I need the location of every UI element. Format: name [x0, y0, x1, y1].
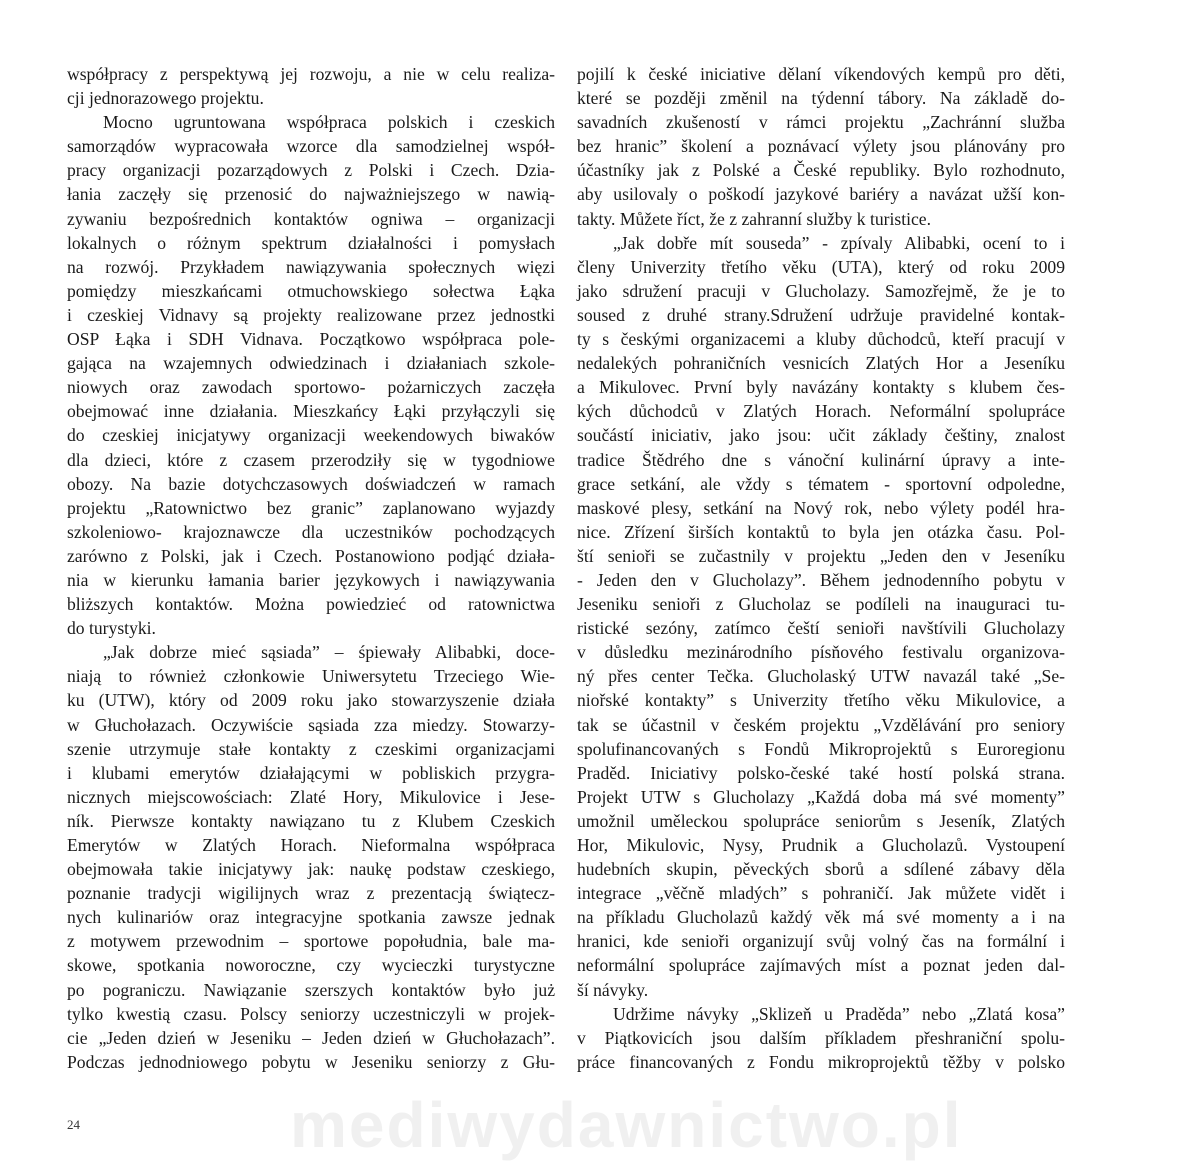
text-line: pomiędzy mieszkańcami otmuchowskiego sołectwa Łąka — [67, 280, 555, 301]
text-line: neformální spolupráce zajímavých míst a poznat jeden dal- — [577, 955, 1065, 976]
text-line: kých důchodců v Zlatých Horach. Neformální spolupráce — [577, 401, 1065, 422]
text-line: Podczas jednodniowego pobytu w Jeseniku seniorzy z Głu- — [67, 1051, 555, 1072]
text-line: Mocno ugruntowana współpraca polskich i czeskich — [103, 112, 555, 133]
text-line: na příkladu Glucholazů každý věk má své momenty a i na — [577, 907, 1065, 928]
text-line: součástí iniciativ, jako jsou: učit základy češtiny, znalost — [577, 425, 1065, 446]
text-line: ristické sezóny, zatímco čeští senioři navštívili Glucholazy — [577, 618, 1065, 639]
text-line: jako sdružení pracuji v Glucholazy. Samozřejmě, že je to — [577, 280, 1065, 301]
text-line: Emerytów w Zlatých Horach. Nieformalna współpraca — [67, 835, 555, 855]
text-line: zywaniu bezpośrednich kontaktów ogniwa – organizacji — [67, 208, 555, 229]
text-line: po pograniczu. Nawiązanie szerszych kontaktów było już — [67, 979, 555, 1000]
text-line: takty. Můžete říct, že z zahranní služby k turistice. — [577, 208, 932, 229]
text-line: v důsledku mezinárodního písňového festivalu organizova- — [577, 642, 1065, 663]
text-line: do turystyki. — [67, 618, 156, 639]
text-line: hranici, kde senioři organizují svůj volný čas na formální i — [577, 931, 1065, 952]
text-line: szenie utrzymuje stałe kontakty z czeskimi organizacjami — [67, 738, 555, 759]
text-line: i klubami emerytów działającymi w pobliskich przygra- — [67, 762, 555, 783]
text-line: nia w kierunku łamania barier językowych i nawiązywania — [67, 569, 555, 590]
text-line: projektu „Ratownictwo bez granic” zaplanowano wyjazdy — [67, 497, 555, 518]
text-line: Udržime návyky „Sklizeň u Praděda” nebo „Zlatá kosa” — [613, 1003, 1065, 1024]
text-line: ty s českými organizacemi a kluby důchodců, kteří pracují v — [577, 329, 1065, 350]
text-line: tylko kwestią czasu. Polscy seniorzy uczestniczyli w projek- — [67, 1003, 555, 1024]
text-line: tak se účastnil v českém projektu „Vzdělávání pro seniory — [577, 714, 1065, 735]
text-line: které se později změnil na týdenní tábory. Na základě do- — [577, 88, 1065, 109]
text-line: nedalekých pohraničních vesnicích Zlatých Hor a Jeseníku — [577, 353, 1065, 374]
text-line: bez hranic” školení a poznávací výlety jsou plánovány pro — [577, 136, 1065, 157]
text-line: cie „Jeden dzień w Jeseniku – Jeden dzień w Głuchołazach”. — [67, 1027, 555, 1048]
text-line: maskové plesy, setkání na Nový rok, nebo výlety podél hra- — [577, 497, 1065, 518]
text-line: skowe, spotkania noworoczne, czy wycieczki turystyczne — [67, 955, 555, 976]
text-line: nicznych miejscowościach: Zlaté Hory, Mikulovice i Jese- — [67, 786, 555, 807]
text-line: cji jednorazowego projektu. — [67, 88, 264, 109]
text-line: spolufinancovaných s Fondů Mikroprojektů s Euroregionu — [577, 738, 1065, 759]
text-line: „Jak dobrze mieć sąsiada” – śpiewały Alibabki, doce- — [103, 642, 555, 663]
text-line: niają to również członkowie Uniwersytetu Trzeciego Wie- — [67, 666, 555, 687]
text-line: z motywem przewodnim – sportowe popołudnia, bale ma- — [67, 931, 555, 952]
text-line: ník. Pierwsze kontakty nawiązano tu z Klubem Czeskich — [67, 810, 555, 831]
text-line: savadních zkušeností v rámci projektu „Zachránní služba — [577, 112, 1065, 133]
text-line: bliższych kontaktów. Można powiedzieć od ratownictwa — [67, 594, 555, 615]
text-line: ný přes center Tečka. Glucholaský UTW navazál také „Se- — [577, 666, 1065, 687]
text-line: obozy. Na bazie dotychczasowych doświadczeń w ramach — [67, 473, 555, 494]
text-line: aby usilovaly o poškodí jazykové bariéry a navázat užší kon- — [577, 184, 1065, 205]
text-line: niowych oraz zawodach sportowo- pożarniczych zaczęła — [67, 377, 555, 398]
text-line: pracy organizacji pozarządowych z Polski i Czech. Dzia- — [67, 160, 555, 181]
text-line: ší návyky. — [577, 979, 649, 1000]
text-line: práce financovaných z Fondu mikroprojektů těžby v polsko — [577, 1051, 1065, 1072]
text-line: zarówno z Polski, jak i Czech. Postanowiono podjąć działa- — [67, 545, 555, 566]
text-line: účastníky jak z Polské a České republiky. Bylo rozhodnuto, — [577, 160, 1065, 181]
text-line: OSP Łąka i SDH Vidnava. Początkowo współpraca pole- — [67, 329, 555, 350]
text-line: Projekt UTW s Glucholazy „Každá doba má své momenty” — [577, 786, 1065, 807]
text-line: samorządów wypracowała wzorce dla samodzielnej współ- — [67, 136, 555, 157]
text-line: pojilí k české iniciative dělaní víkendových kempů pro děti, — [577, 64, 1065, 84]
text-line: ští senioři se zučastnily v projektu „Jeden den v Jeseníku — [577, 545, 1065, 566]
text-line: soused z druhé strany.Sdružení udržuje pravidelné kontak- — [577, 304, 1065, 325]
text-line: niořské kontakty” s Univerzity třetího věku Mikulovice, a — [577, 690, 1065, 711]
text-line: členy Univerzity třetího věku (UTA), který od roku 2009 — [577, 256, 1065, 277]
text-line: „Jak dobře mít souseda” - zpívaly Alibabki, ocení to i — [613, 232, 1065, 253]
text-line: obejmować inne działania. Mieszkańcy Łąki przyłączyli się — [67, 401, 555, 422]
text-line: Hor, Mikulovic, Nysy, Prudnik a Glucholazů. Vystoupení — [577, 835, 1065, 855]
text-line: Jeseniku senioři z Glucholaz se podíleli na inauguraci tu- — [577, 594, 1065, 615]
text-line: hudebních skupin, pěveckých sborů a sdílené zábavy děla — [577, 859, 1065, 880]
text-line: - Jeden den v Glucholazy”. Během jednodenního pobytu v — [577, 569, 1065, 590]
text-line: do czeskiej inicjatywy organizacji weekendowych biwaków — [67, 425, 555, 446]
text-line: Praděd. Iniciativy polsko-české také hostí polská strana. — [577, 762, 1065, 783]
watermark: mediwydawnictwo.pl — [290, 1089, 963, 1161]
text-line: łania zaczęły się przenosić do najważniejszego w nawią- — [67, 184, 555, 205]
text-line: grace setkání, ale vždy s tématem - sportovní odpoledne, — [577, 473, 1065, 494]
left-text-column — [67, 62, 555, 1074]
text-line: nice. Zřízení širších kontaktů to byla jen otázka času. Pol- — [577, 521, 1065, 542]
text-line: integrace „věčně mladých” s pohraničí. Jak můžete vidět i — [577, 883, 1065, 904]
text-line: lokalnych o różnym spektrum działalności i pomysłach — [67, 232, 555, 253]
right-text-column — [577, 62, 1065, 1074]
text-line: v Piątkovicích jsou dalším příkladem přeshraniční spolu- — [577, 1027, 1065, 1048]
text-line: w Głuchołazach. Oczywiście sąsiada zza miedzy. Stowarzy- — [67, 714, 555, 735]
text-line: tradice Štědrého dne s vánoční kulinární úpravy a inte- — [577, 449, 1065, 470]
text-line: a Mikulovec. První byly navázány kontakty s klubem čes- — [577, 377, 1065, 398]
page-number: 24 — [67, 1117, 80, 1132]
text-line: ku (UTW), który od 2009 roku jako stowarzyszenie działa — [67, 690, 555, 711]
text-line: i czeskiej Vidnavy są projekty realizowane przez jednostki — [67, 304, 555, 325]
text-line: nych kulinariów oraz integracyjne spotkania zawsze jednak — [67, 907, 555, 928]
text-line: poznanie tradycji wigilijnych wraz z prezentacją świątecz- — [67, 883, 555, 904]
text-line: obejmowała takie inicjatywy jak: naukę podstaw czeskiego, — [67, 859, 555, 880]
text-line: współpracy z perspektywą jej rozwoju, a nie w celu realiza- — [67, 64, 555, 84]
text-line: na rozwój. Przykładem nawiązywania społecznych więzi — [67, 256, 555, 277]
text-line: szkoleniowo- krajoznawcze dla uczestników pochodzących — [67, 521, 555, 542]
text-line: dla dzieci, które z czasem przerodziły się w tygodniowe — [67, 449, 555, 470]
text-line: gająca na wzajemnych odwiedzinach i działaniach szkole- — [67, 353, 555, 374]
text-line: umožnil uměleckou spolupráce seniorům s Jeseník, Zlatých — [577, 810, 1065, 831]
